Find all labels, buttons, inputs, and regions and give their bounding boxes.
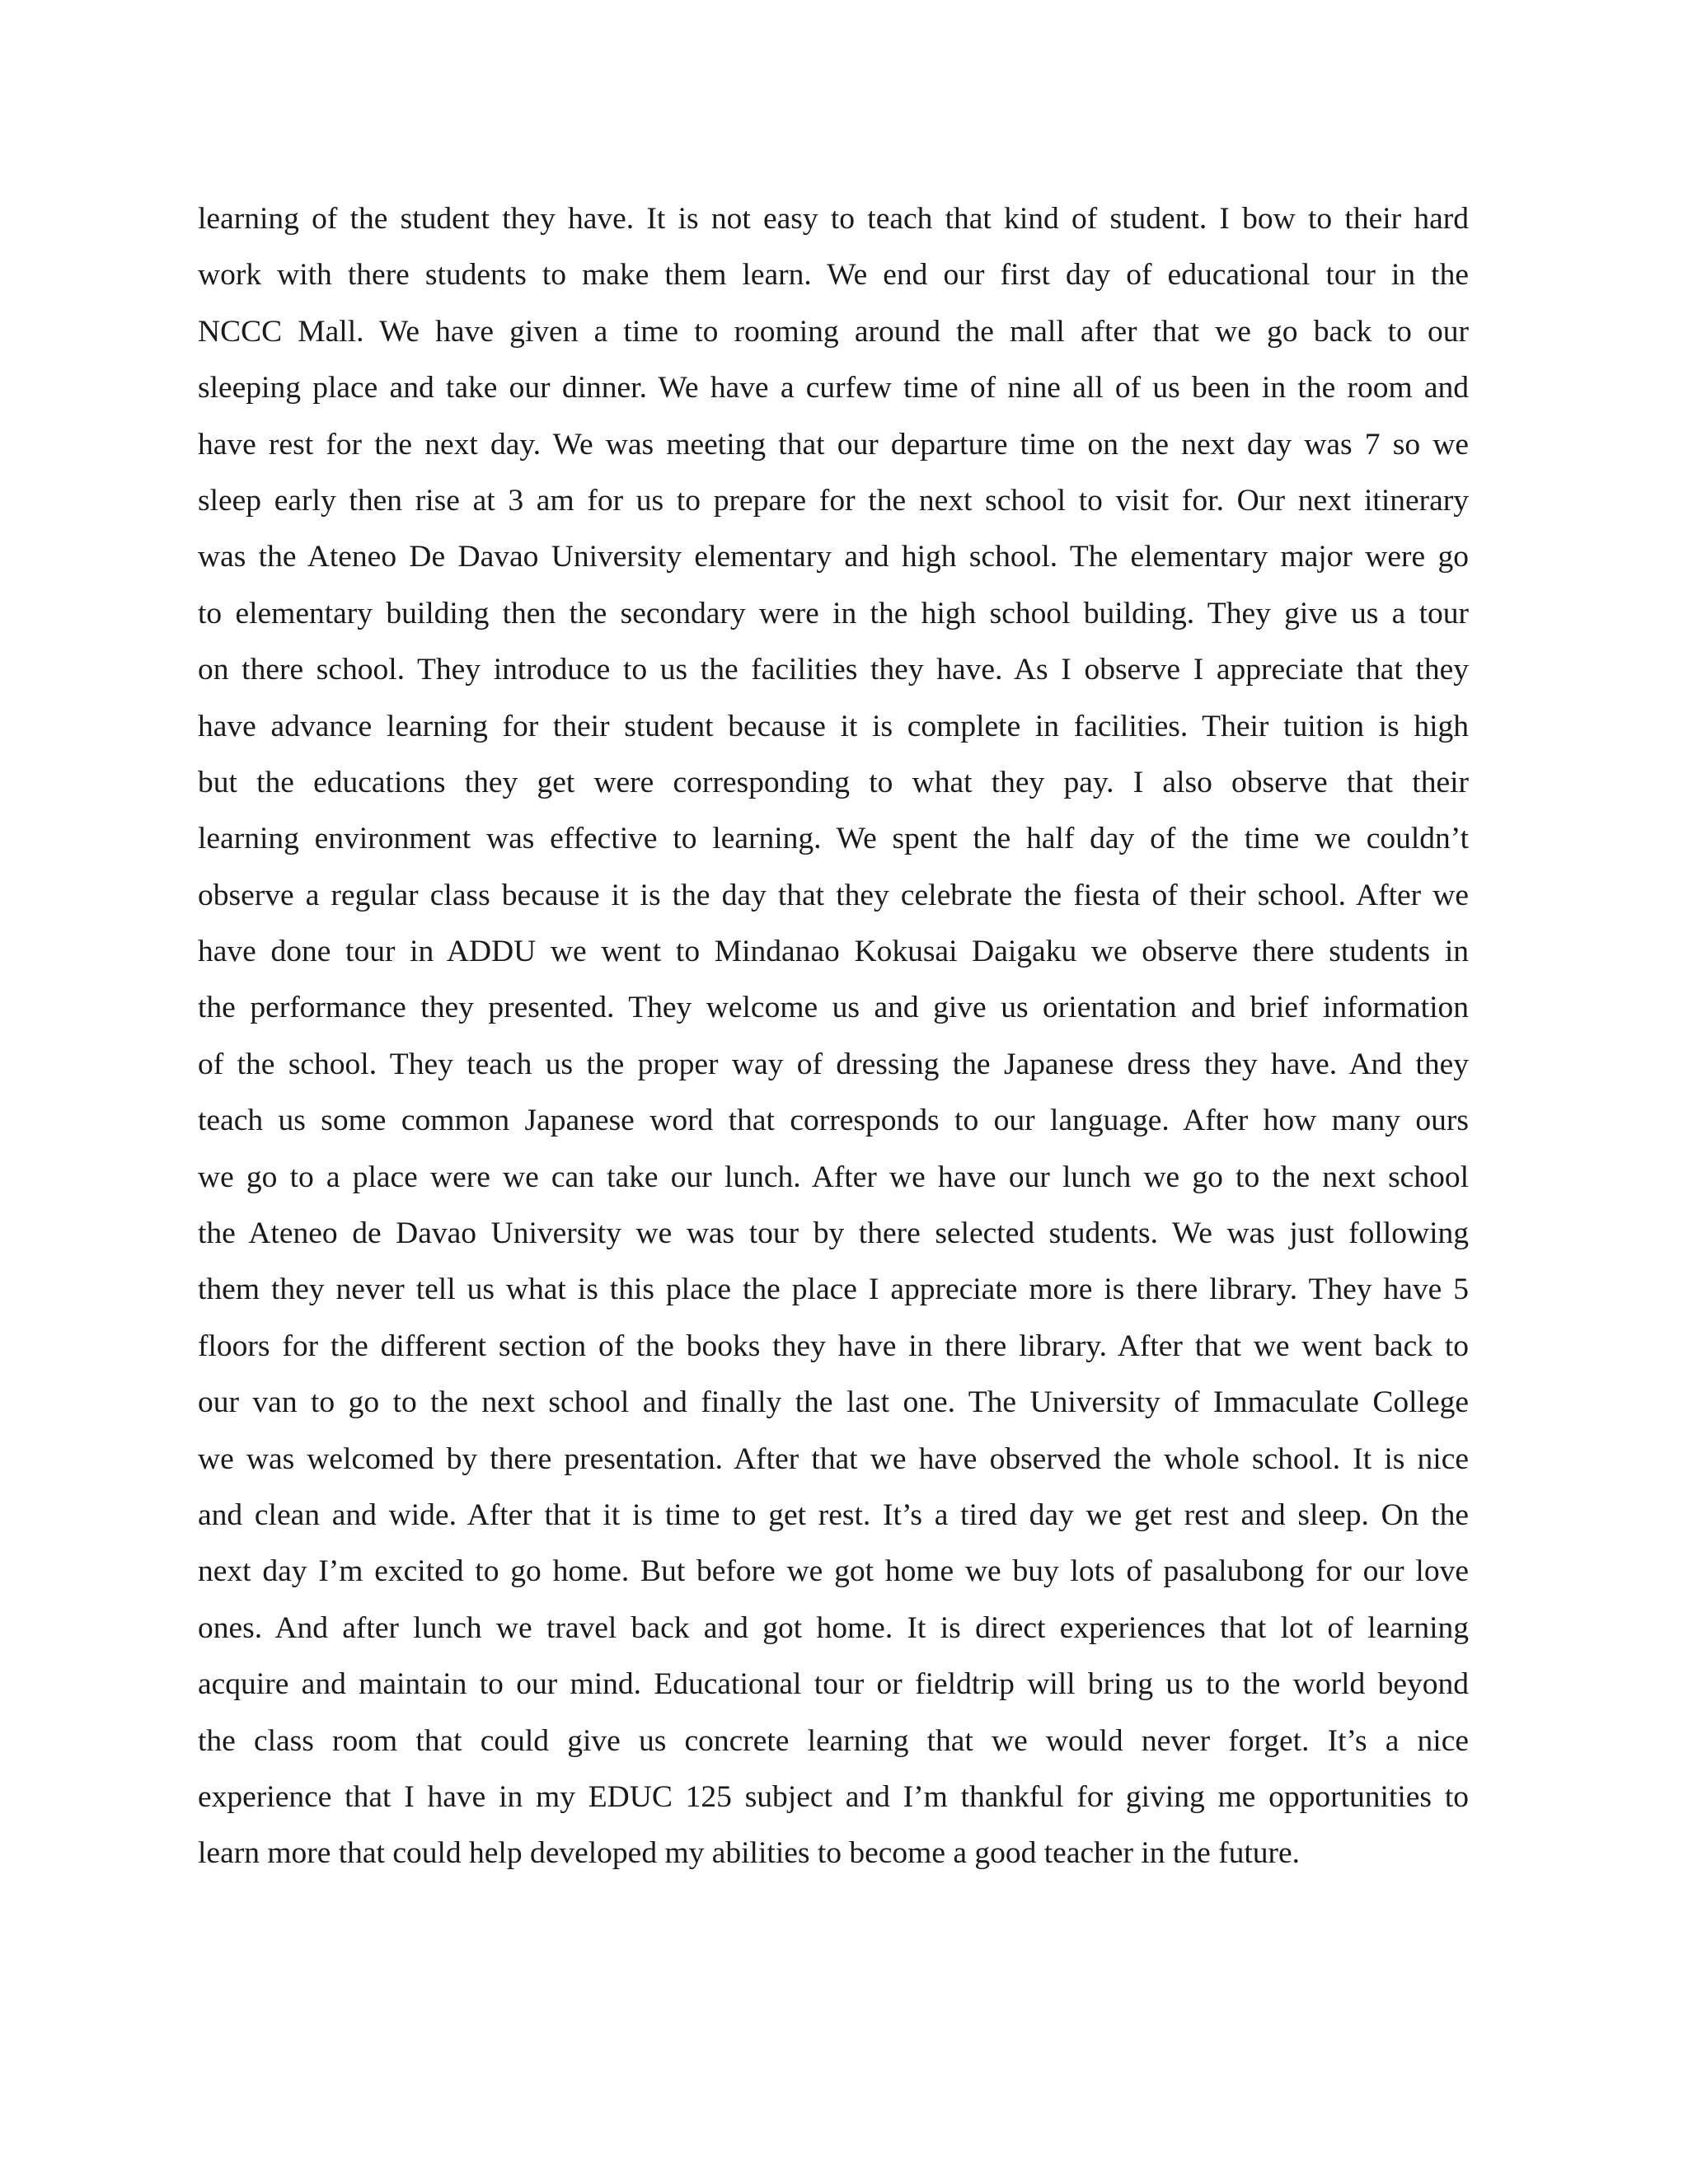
text-line-4: sleeping place and take our dinner. We have a curfew time of nine all of us been in the room and	[198, 371, 1469, 405]
text-line-18: we go to a place were we can take our lunch. After we have our lunch we go to the next school	[198, 1160, 1469, 1194]
text-line-9: on there school. They introduce to us the facilities they have. As I observe I appreciate that they	[198, 653, 1469, 687]
text-line-10: have advance learning for their student because it is complete in facilities. Their tuition is high	[198, 709, 1469, 743]
text-line-15: the performance they presented. They welcome us and give us orientation and brief information	[198, 991, 1469, 1025]
text-line-17: teach us some common Japanese word that corresponds to our language. After how many ours	[198, 1104, 1469, 1138]
text-line-20: them they never tell us what is this place the place I appreciate more is there library. They have 5	[198, 1272, 1469, 1307]
text-line-13: observe a regular class because it is the day that they celebrate the fiesta of their school. After we	[198, 878, 1469, 912]
text-line-8: to elementary building then the secondary were in the high school building. They give us a tour	[198, 596, 1469, 630]
text-line-23: we was welcomed by there presentation. After that we have observed the whole school. It is nice	[198, 1441, 1469, 1476]
text-line-25: next day I’m excited to go home. But before we got home we buy lots of pasalubong for our love	[198, 1554, 1469, 1589]
text-line-19: the Ateneo de Davao University we was tour by there selected students. We was just following	[198, 1216, 1469, 1251]
text-line-28: the class room that could give us concrete learning that we would never forget. It’s a nice	[198, 1723, 1469, 1758]
text-line-5: have rest for the next day. We was meeting that our departure time on the next day was 7 so we	[198, 427, 1469, 462]
text-line-2: work with there students to make them learn. We end our first day of educational tour in the	[198, 258, 1469, 293]
text-line-11: but the educations they get were corresponding to what they pay. I also observe that their	[198, 765, 1469, 799]
text-line-29: experience that I have in my EDUC 125 subject and I’m thankful for giving me opportunities to	[198, 1779, 1469, 1814]
text-line-27: acquire and maintain to our mind. Educational tour or fieldtrip will bring us to the world beyond	[198, 1667, 1469, 1702]
text-line-14: have done tour in ADDU we went to Mindanao Kokusai Daigaku we observe there students in	[198, 935, 1469, 969]
text-line-30: learn more that could help developed my abilities to become a good teacher in the future.	[198, 1836, 1301, 1871]
text-line-6: sleep early then rise at 3 am for us to prepare for the next school to visit for. Our next itinerary	[198, 483, 1469, 518]
text-line-1: learning of the student they have. It is not easy to teach that kind of student. I bow to their hard	[198, 202, 1469, 236]
text-line-24: and clean and wide. After that it is time to get rest. It’s a tired day we get rest and sleep. On the	[198, 1497, 1469, 1532]
text-line-12: learning environment was effective to learning. We spent the half day of the time we couldn’t	[198, 822, 1469, 856]
text-line-26: ones. And after lunch we travel back and got home. It is direct experiences that lot of learning	[198, 1610, 1469, 1645]
text-line-22: our van to go to the next school and finally the last one. The University of Immaculate College	[198, 1385, 1469, 1420]
text-line-7: was the Ateneo De Davao University elementary and high school. The elementary major were go	[198, 540, 1469, 574]
body-paragraph	[198, 191, 1469, 1882]
text-line-16: of the school. They teach us the proper way of dressing the Japanese dress they have. And they	[198, 1047, 1469, 1081]
text-line-21: floors for the different section of the books they have in there library. After that we went back to	[198, 1329, 1469, 1363]
text-line-3: NCCC Mall. We have given a time to rooming around the mall after that we go back to our	[198, 314, 1469, 349]
